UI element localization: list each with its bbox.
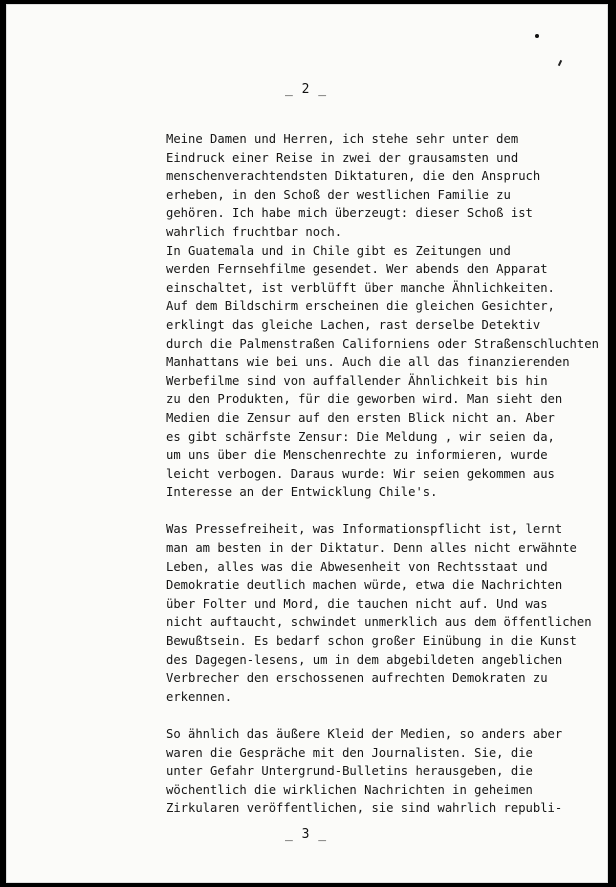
text-line: Werbefilme sind von auffallender Ähnlichkeit bis hin (166, 373, 548, 388)
paragraph (166, 520, 592, 706)
paragraph (166, 725, 586, 818)
document-page (6, 4, 608, 883)
text-line: Bewußtsein. Es bedarf schon großer Einübung in die Kunst (166, 634, 577, 649)
text-line: des Dagegen-lesens, um in dem abgebildeten angeblichen (166, 652, 563, 667)
text-line: Was Pressefreiheit, was Informationspflicht ist, lernt (166, 522, 563, 537)
text-line: In Guatemala und in Chile gibt es Zeitungen und (166, 243, 511, 258)
text-line: einschaltet, ist verblüfft über manche Ähnlichkeiten. (166, 280, 555, 295)
text-line: leicht verbogen. Daraus wurde: Wir seien gekommen aus (166, 466, 555, 481)
text-line: Verbrecher den erschossenen aufrechten Demokraten zu (166, 671, 548, 686)
text-line: Interesse an der Entwicklung Chile's. (166, 485, 438, 500)
text-line: zu den Produkten, für die geworben wird. Man sieht den (166, 392, 563, 407)
text-line: Meine Damen und Herren, ich stehe sehr unter dem (166, 132, 519, 146)
text-line: waren die Gespräche mit den Journalisten. Sie, die (166, 745, 533, 760)
text-line: man am besten in der Diktatur. Denn alles nicht erwähnte (166, 541, 577, 556)
text-line: gehören. Ich habe mich überzeugt: dieser Schoß ist (166, 206, 533, 221)
text-line: wahrlich fruchtbar noch. (166, 224, 343, 239)
text-line: erklingt das gleiche Lachen, rast derselbe Detektiv (166, 317, 541, 332)
text-line: Manhattans wie bei uns. Auch die all das finanzierenden (166, 355, 570, 370)
paragraph-gap (166, 706, 586, 725)
paragraph (166, 130, 599, 502)
text-line: Demokratie deutlich machen würde, etwa die Nachrichten (166, 578, 563, 593)
text-line: Auf dem Bildschirm erscheinen die gleichen Gesichter, (166, 299, 555, 314)
document-body (166, 130, 599, 818)
text-line: um uns über die Menschenrechte zu informieren, wurde (166, 448, 548, 463)
text-line: über Folter und Mord, die tauchen nicht auf. Und was (166, 596, 548, 611)
text-line: nicht auftaucht, schwindet unmerklich aus dem öffentlichen (166, 615, 592, 630)
text-line: erheben, in den Schoß der westlichen Familie zu (166, 187, 511, 202)
text-line: Eindruck einer Reise in zwei der grausamsten und (166, 150, 519, 165)
page-number-bottom: _ 3 _ (285, 827, 327, 842)
text-line: unter Gefahr Untergrund-Bulletins herausgeben, die (166, 764, 533, 779)
text-line: So ähnlich das äußere Kleid der Medien, so anders aber (166, 727, 563, 741)
text-line: Leben, alles was die Abwesenheit von Rechtsstaat und (166, 559, 548, 574)
text-line: Medien die Zensur auf den ersten Blick nicht an. Aber (166, 410, 555, 425)
page-number-top: _ 2 _ (285, 82, 327, 97)
text-line: Zirkularen veröffentlichen, sie sind wahrlich republi- (166, 801, 563, 816)
paragraph-gap (166, 502, 586, 521)
text-line: werden Fernsehfilme gesendet. Wer abends den Apparat (166, 262, 548, 277)
scan-border (0, 883, 616, 887)
text-line: es gibt schärfste Zensur: Die Meldung , wir seien da, (166, 429, 555, 444)
text-line: wöchentlich die wirklichen Nachrichten in geheimen (166, 782, 533, 797)
scan-mark (558, 60, 562, 66)
text-line: durch die Palmenstraßen Californiens oder Straßenschluchten (166, 336, 599, 351)
text-line: erkennen. (166, 689, 233, 704)
scan-speck (535, 34, 539, 38)
text-line: menschenverachtendsten Diktaturen, die den Anspruch (166, 169, 541, 184)
